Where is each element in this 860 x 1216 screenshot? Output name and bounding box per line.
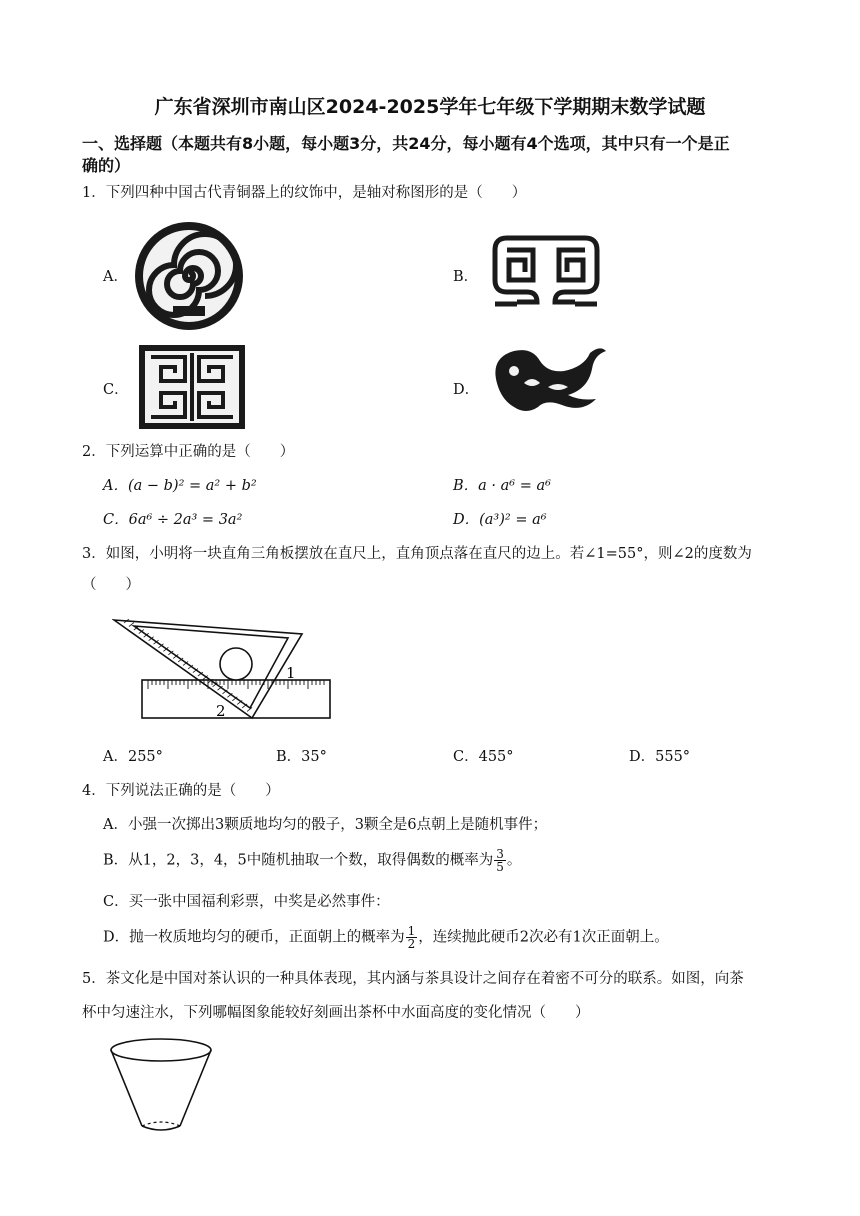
q1-option-b-label: B． [453, 269, 479, 285]
tea-cup-figure [108, 1036, 214, 1136]
q4-stem: 4．下列说法正确的是（ ） [82, 783, 280, 799]
q4-option-d [103, 925, 669, 950]
fraction-three-fifths [494, 848, 506, 873]
q4-option-c: C．买一张中国福利彩票，中奖是必然事件： [103, 894, 390, 910]
q2-option-b: B．a · a⁶ = a⁶ [453, 478, 551, 494]
bronze-square-meander-image [137, 343, 247, 431]
bronze-spiral-disk-image [133, 220, 245, 332]
fraction-numerator: 1 [407, 924, 416, 938]
fraction-numerator: 3 [496, 847, 504, 861]
section-heading-line1: 一、选择题（本题共有8小题，每小题3分，共24分，每小题有4个选项，其中只有一个是正 [82, 134, 730, 153]
q1-option-d-label: D． [453, 382, 480, 398]
q4-option-b-end: 。 [506, 852, 522, 869]
q3-option-d: D．555° [629, 749, 691, 765]
q2-option-c: C．6a⁶ ÷ 2a³ = 3a² [103, 512, 243, 528]
fraction-one-half [406, 925, 418, 950]
q2-option-a: A．(a − b)² = a² + b² [103, 478, 257, 494]
q5-stem-line1: 5．茶文化是中国对茶认识的一种具体表现，其内涵与茶具设计之间存在着密不可分的联系。如图，向茶 [82, 971, 744, 987]
q5-stem-line2: 杯中匀速注水，下列哪幅图象能较好刻画出茶杯中水面高度的变化情况（ ） [82, 1005, 590, 1021]
q4-option-d-text: D．抛一枚质地均匀的硬币，正面朝上的概率为 [103, 929, 405, 946]
bronze-symmetric-motif-image [487, 230, 605, 312]
fraction-denominator: 5 [496, 860, 504, 874]
q3-stem-line1: 3．如图，小明将一块直角三角板摆放在直尺上，直角顶点落在直尺的边上。若∠1=55°，则∠2的度数为 [82, 546, 752, 562]
triangle-on-ruler-figure [112, 612, 338, 724]
q1-option-a-label: A． [103, 269, 128, 285]
q4-option-b-text: B．从1，2，3，4，5中随机抽取一个数，取得偶数的概率为 [103, 852, 494, 869]
q3-stem-line2: （ ） [82, 577, 140, 593]
angle-1-label: 1 [286, 664, 296, 682]
q4-option-a: A．小强一次掷出3颗质地均匀的骰子，3颗全是6点朝上是随机事件； [103, 817, 548, 833]
q2-option-d: D．(a³)² = a⁶ [453, 512, 547, 528]
angle-2-label: 2 [216, 702, 226, 720]
q4-option-d-end: ，连续抛此硬币2次必有1次正面朝上。 [418, 929, 669, 946]
q3-option-b: B．35° [276, 749, 327, 765]
q4-option-b [103, 848, 521, 873]
q1-option-c-label: C． [103, 382, 129, 398]
fraction-denominator: 2 [407, 937, 416, 951]
circle-on-ruler [220, 648, 252, 680]
section-heading-line2: 确的） [82, 156, 131, 175]
q3-option-c: C．455° [453, 749, 514, 765]
q3-option-a: A．255° [103, 749, 163, 765]
q1-stem: 1．下列四种中国古代青铜器上的纹饰中，是轴对称图形的是（ ） [82, 185, 527, 201]
bronze-dragon-silhouette-image [488, 343, 610, 415]
q2-stem: 2．下列运算中正确的是（ ） [82, 444, 295, 460]
page-title: 广东省深圳市南山区2024-2025学年七年级下学期期末数学试题 [154, 96, 706, 118]
